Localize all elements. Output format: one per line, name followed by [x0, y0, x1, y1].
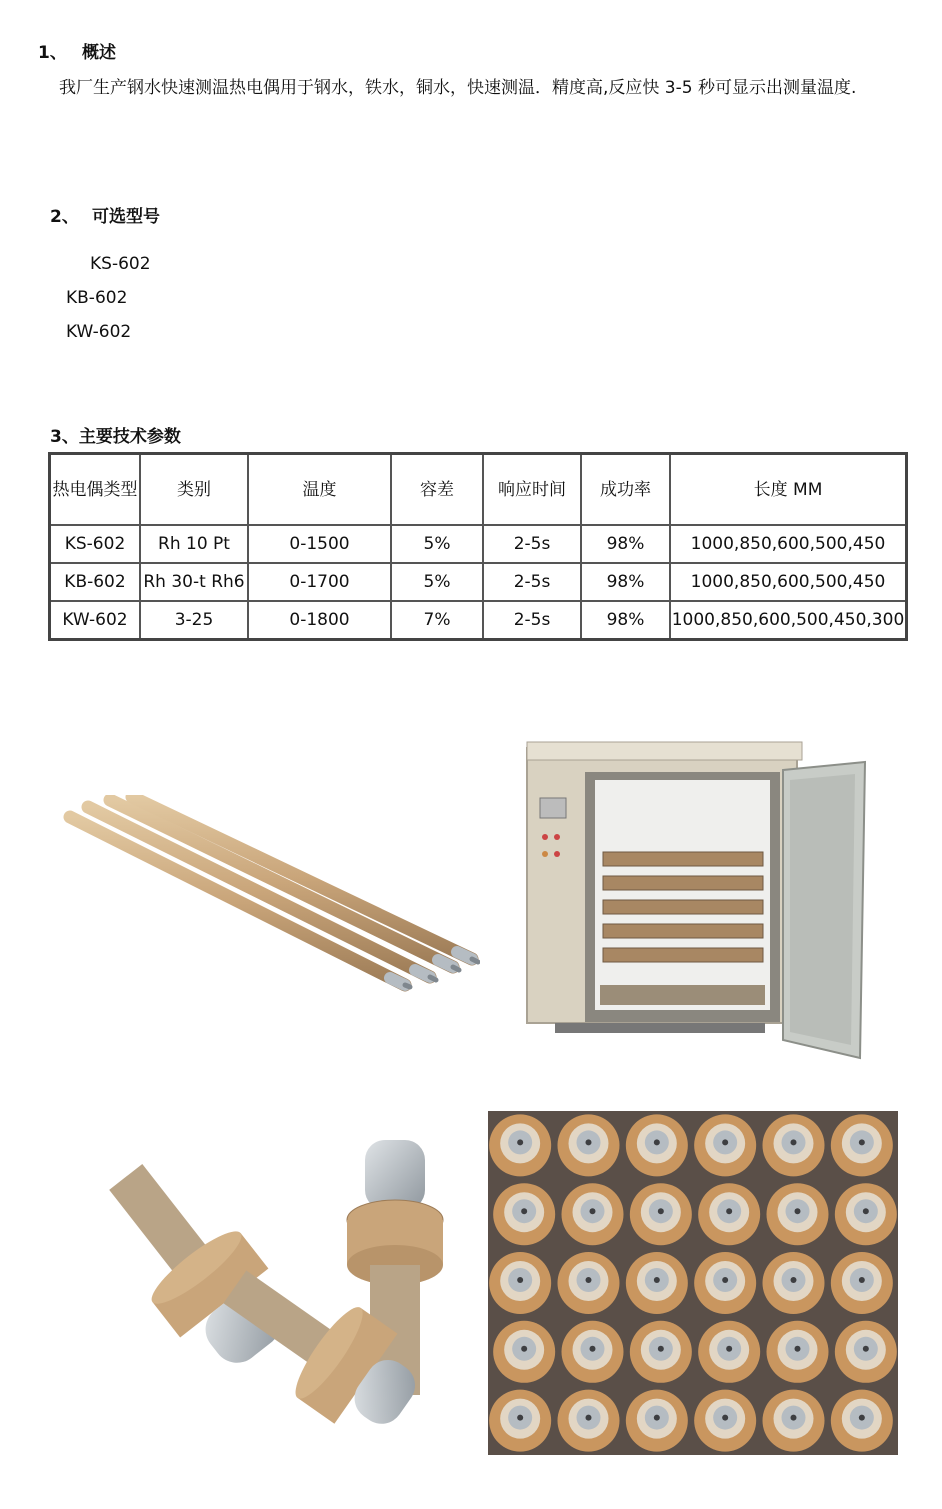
table-cell: 0-1800 [248, 601, 391, 640]
tip-item [767, 1183, 829, 1245]
table-cell: 2-5s [483, 525, 581, 563]
tip-item [493, 1183, 555, 1245]
tip-item [831, 1114, 893, 1176]
tip-item [694, 1390, 756, 1452]
table-cell: 0-1700 [248, 563, 391, 601]
table-cell: 7% [391, 601, 483, 640]
tip-item [489, 1252, 551, 1314]
section-2-heading [50, 202, 160, 227]
tip-item [558, 1252, 620, 1314]
tip-item [493, 1321, 555, 1383]
model-item: KS-602 [90, 254, 151, 274]
table-cell: 98% [581, 563, 670, 601]
table-cell: Rh 30-t Rh6 [140, 563, 248, 601]
thermocouple-tips-grid-photo [488, 1111, 898, 1455]
drying-oven-photo [525, 740, 870, 1070]
tip-item [698, 1321, 760, 1383]
tip-item [489, 1114, 551, 1176]
table-row [50, 601, 907, 640]
header-cell: 类别 [140, 454, 248, 526]
tip-item [626, 1114, 688, 1176]
tip-item [831, 1252, 893, 1314]
table-cell: 5% [391, 525, 483, 563]
header-cell: 长度 MM [670, 454, 907, 526]
spec-table [48, 452, 908, 641]
tip-item [562, 1183, 624, 1245]
table-cell: Rh 10 Pt [140, 525, 248, 563]
tip-item [558, 1390, 620, 1452]
section-1-heading [38, 38, 116, 63]
tip-item [489, 1390, 551, 1452]
tip-item [558, 1114, 620, 1176]
section-1-number: 1、 [38, 43, 67, 63]
table-cell: 0-1500 [248, 525, 391, 563]
tip-item [626, 1390, 688, 1452]
section-1-text: 我厂生产钢水快速测温热电偶用于钢水，铁水，铜水，快速测温．精度高,反应快 3-5 秒可显示出测量温度. [59, 78, 857, 98]
table-cell: 3-25 [140, 601, 248, 640]
tip-item [835, 1321, 897, 1383]
model-item: KB-602 [66, 288, 128, 308]
table-header-row [50, 454, 907, 526]
tip-item [694, 1252, 756, 1314]
table-row [50, 563, 907, 601]
tip-item [767, 1321, 829, 1383]
header-cell: 成功率 [581, 454, 670, 526]
header-cell: 热电偶类型 [50, 454, 141, 526]
tip-item [626, 1252, 688, 1314]
table-cell: 2-5s [483, 563, 581, 601]
tip-item [694, 1114, 756, 1176]
table-cell: KW-602 [50, 601, 141, 640]
tip-item [630, 1183, 692, 1245]
table-cell: KB-602 [50, 563, 141, 601]
table-cell: 98% [581, 601, 670, 640]
thermocouple-rods-photo [60, 795, 480, 995]
section-3-heading: 3、主要技术参数 [50, 427, 181, 447]
header-cell: 响应时间 [483, 454, 581, 526]
table-cell: 5% [391, 563, 483, 601]
tip-item [698, 1183, 760, 1245]
table-row [50, 525, 907, 563]
section-2-title: 可选型号 [92, 207, 160, 227]
tip-item [763, 1114, 825, 1176]
thermocouple-tips-photo [65, 1130, 465, 1430]
section-1-title: 概述 [82, 43, 116, 63]
tip-item [630, 1321, 692, 1383]
model-item: KW-602 [66, 322, 132, 342]
tip-item [763, 1390, 825, 1452]
tip-item [835, 1183, 897, 1245]
tip-item [562, 1321, 624, 1383]
tip-item [763, 1252, 825, 1314]
table-cell: 1000,850,600,500,450 [670, 563, 907, 601]
table-cell: 2-5s [483, 601, 581, 640]
table-cell: KS-602 [50, 525, 141, 563]
header-cell: 容差 [391, 454, 483, 526]
table-cell: 1000,850,600,500,450 [670, 525, 907, 563]
section-2-number: 2、 [50, 207, 79, 227]
tip-item [831, 1390, 893, 1452]
table-cell: 98% [581, 525, 670, 563]
table-cell: 1000,850,600,500,450,300 [670, 601, 907, 640]
header-cell: 温度 [248, 454, 391, 526]
